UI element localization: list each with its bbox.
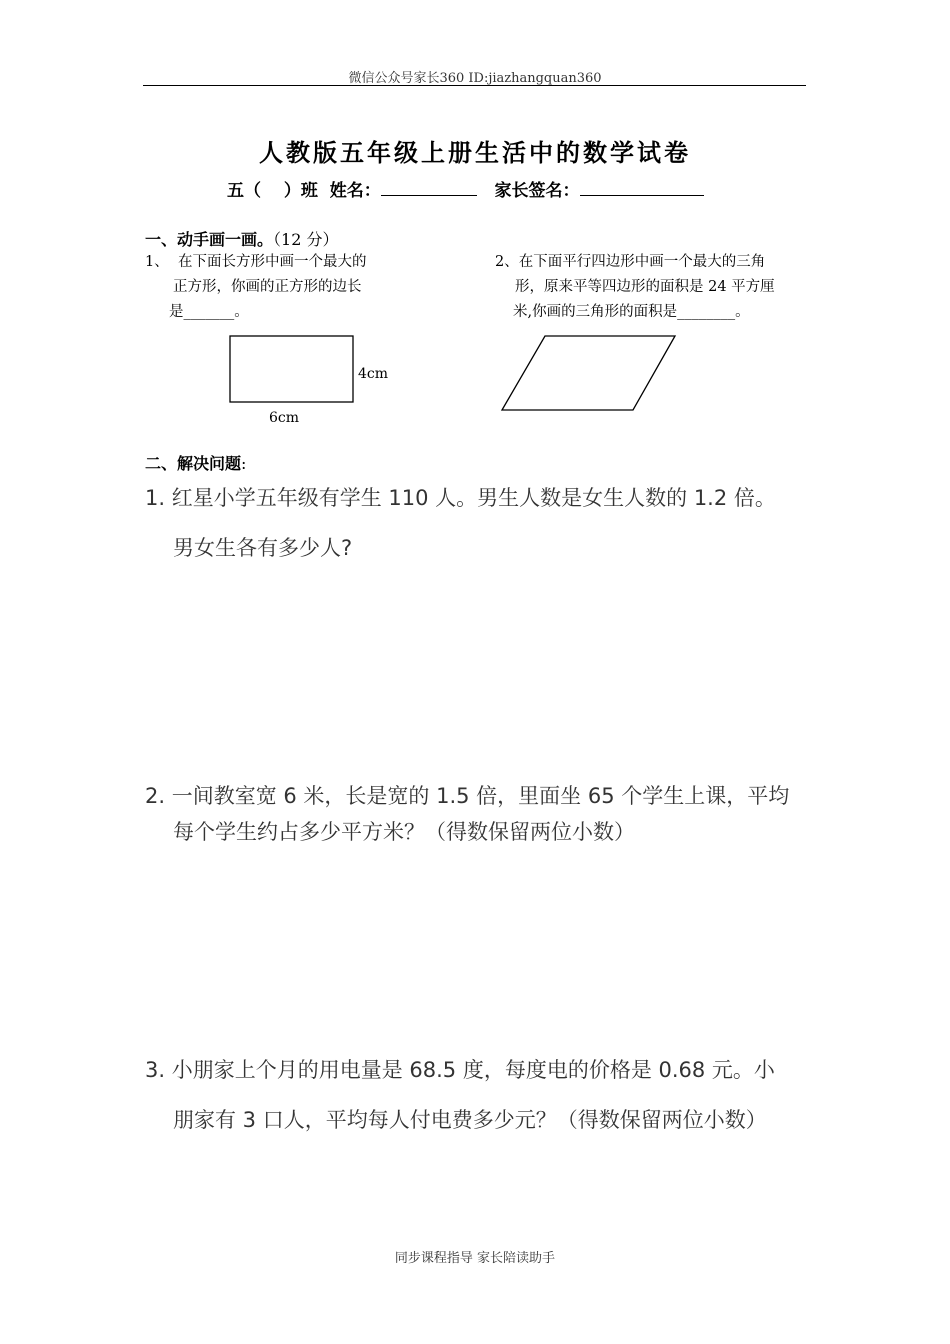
question1-line1: 在下面长方形中画一个最大的 [177, 254, 367, 270]
section1-points: （12 分） [273, 230, 339, 249]
problem-2 [145, 778, 825, 850]
problem-2-line1: 2. 一间教室宽 6 米，长是宽的 1.5 倍，里面坐 65 个学生上课，平均 [145, 784, 790, 808]
rectangle-height-label: 4cm [358, 366, 389, 382]
question2-line1: 2、在下面平行四边形中画一个最大的三角 [495, 254, 766, 270]
problem-3-line2: 朋家有 3 口人，平均每人付电费多少元？（得数保留两位小数） [173, 1108, 767, 1132]
problem-1-line1: 1. 红星小学五年级有学生 110 人。男生人数是女生人数的 1.2 倍。 [145, 486, 776, 510]
class-label: 五（ ）班 [227, 181, 318, 201]
problem-3 [145, 1052, 825, 1138]
question1-number: 1、 [145, 254, 169, 270]
question2-line3: 米,你画的三角形的面积是________。 [513, 304, 750, 320]
section2-colon: : [241, 454, 247, 473]
page-title: 人教版五年级上册生活中的数学试卷 [259, 138, 691, 167]
section1-title: 一、动手画一画。 [145, 230, 274, 249]
rectangle-figure [230, 336, 353, 402]
figures [0, 0, 950, 440]
question2-line2: 形，原来平等四边形的面积是 24 平方厘 [515, 279, 775, 295]
problem-1-line2: 男女生各有多少人? [173, 536, 353, 560]
problem-2-line2: 每个学生约占多少平方米？（得数保留两位小数） [173, 820, 635, 844]
problem-1 [145, 480, 825, 566]
page-footer: 同步课程指导 家长陪读助手 [394, 1251, 556, 1266]
page-header: 微信公众号家长360 ID:jiazhangquan360 [348, 71, 602, 86]
parallelogram-figure [502, 336, 675, 410]
parent-signature-label: 家长签名： [494, 181, 580, 201]
problem-3-line1: 3. 小朋家上个月的用电量是 68.5 度，每度电的价格是 0.68 元。小 [145, 1058, 775, 1082]
rectangle-width-label: 6cm [269, 410, 300, 426]
name-label: 姓名： [329, 181, 381, 201]
section2-title: 二、解决问题 [145, 454, 242, 473]
question1-line3: 是_______。 [169, 304, 249, 320]
section2-heading [145, 451, 246, 474]
question1-line2: 正方形，你画的正方形的边长 [173, 279, 362, 295]
